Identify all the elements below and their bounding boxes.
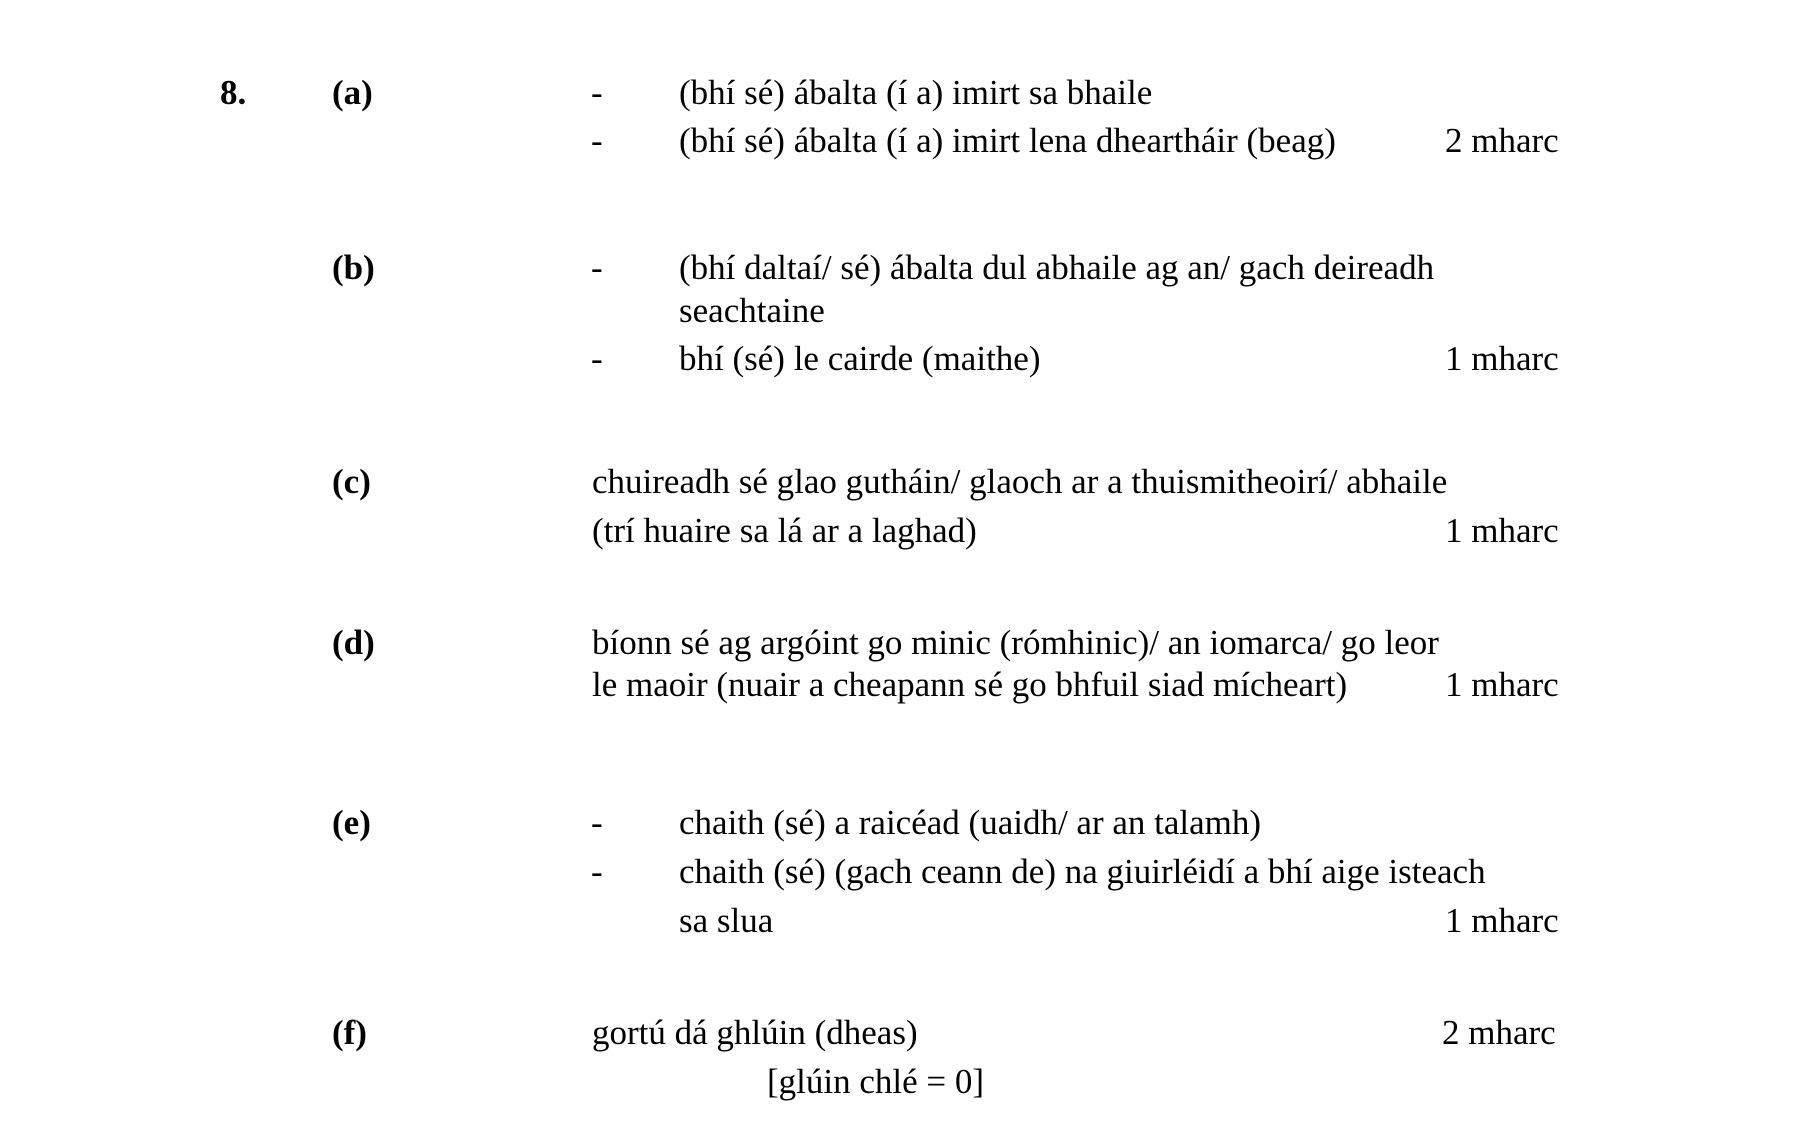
bullet-dash: - xyxy=(591,248,603,287)
part-label: (f) xyxy=(332,1013,367,1052)
note-line: [glúin chlé = 0] xyxy=(767,1062,985,1101)
part-label: (c) xyxy=(332,462,371,501)
answer-line: chaith (sé) a raicéad (uaidh/ ar an talamh) xyxy=(679,803,1262,842)
answer-line: (bhí sé) ábalta (í a) imirt lena dheartháir (beag) xyxy=(679,121,1336,160)
answer-line: gortú dá ghlúin (dheas) xyxy=(592,1013,918,1052)
marks-label: 2 mharc xyxy=(1442,1013,1556,1052)
part-label: (a) xyxy=(332,73,373,112)
part-label: (b) xyxy=(332,248,375,287)
bullet-dash: - xyxy=(591,803,603,842)
part-label: (d) xyxy=(332,623,375,662)
bullet-dash: - xyxy=(591,339,603,378)
answer-line: chuireadh sé glao gutháin/ glaoch ar a thuismitheoirí/ abhaile xyxy=(592,462,1448,501)
answer-line: bhí (sé) le cairde (maithe) xyxy=(679,339,1041,378)
answer-line: (trí huaire sa lá ar a laghad) xyxy=(592,511,977,550)
answer-line-continuation: seachtaine xyxy=(679,291,825,330)
marks-label: 1 mharc xyxy=(1445,339,1559,378)
answer-line: le maoir (nuair a cheapann sé go bhfuil siad mícheart) xyxy=(592,665,1348,704)
question-number: 8. xyxy=(220,73,247,112)
part-label: (e) xyxy=(332,803,371,842)
answer-line: bíonn sé ag argóint go minic (rómhinic)/ an iomarca/ go leor xyxy=(592,623,1439,662)
marks-label: 2 mharc xyxy=(1445,121,1559,160)
bullet-dash: - xyxy=(591,73,603,112)
answer-line: (bhí daltaí/ sé) ábalta dul abhaile ag an/ gach deireadh xyxy=(679,248,1435,287)
marks-label: 1 mharc xyxy=(1445,511,1559,550)
answer-line: (bhí sé) ábalta (í a) imirt sa bhaile xyxy=(679,73,1153,112)
marks-label: 1 mharc xyxy=(1445,901,1559,940)
answer-line-continuation: sa slua xyxy=(679,901,774,940)
answer-line: chaith (sé) (gach ceann de) na giuirléidí a bhí aige isteach xyxy=(679,852,1486,891)
bullet-dash: - xyxy=(591,852,603,891)
marks-label: 1 mharc xyxy=(1445,665,1559,704)
bullet-dash: - xyxy=(591,121,603,160)
